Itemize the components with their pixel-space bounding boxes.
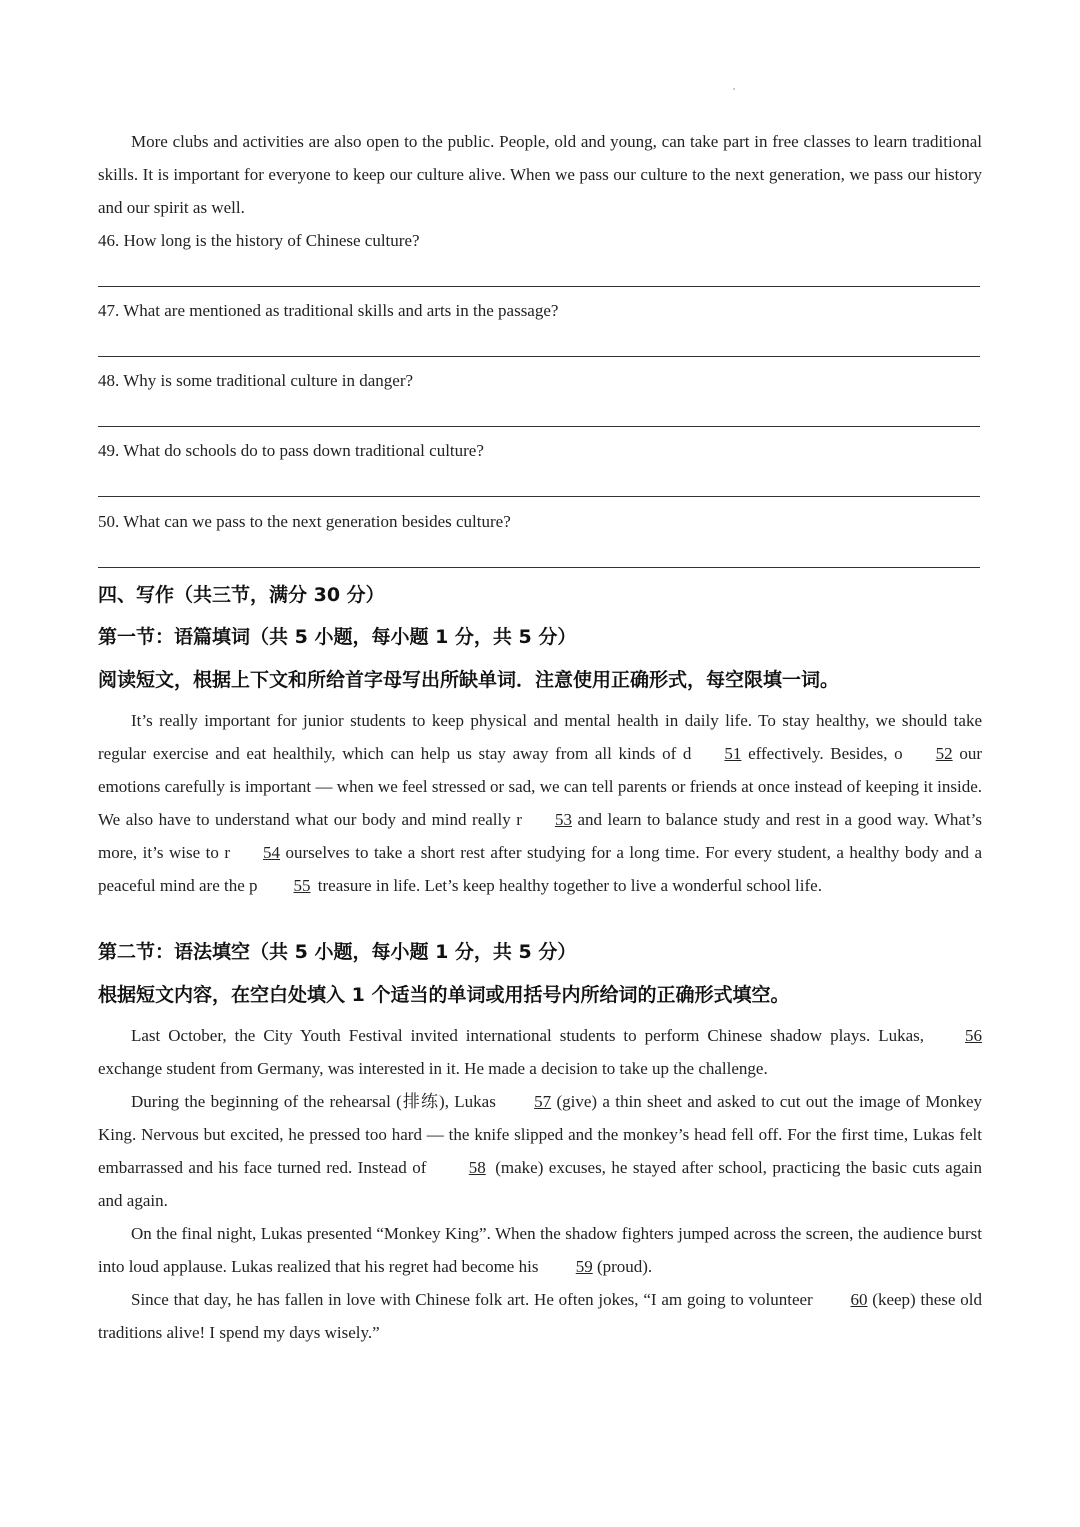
passage-text: treasure in life. Let’s keep healthy together to live a wonderful school life. [313,876,822,895]
blank-52[interactable]: 52 [935,744,953,763]
passage-text: and learn to balance study and rest in a good way. What’s more, it’s wise to r [98,810,982,862]
answer-line-47 [98,356,980,357]
part-2-paragraph-1 [98,1019,982,1085]
answer-line-50 [98,567,980,568]
answer-line-48 [98,426,980,427]
passage-text: Last October, the City Youth Festival invited international students to perform Chinese shadow plays. Lukas, [131,1026,932,1045]
question-50: 50. What can we pass to the next generation besides culture? [98,512,511,531]
intro-passage: More clubs and activities are also open to the public. People, old and young, can take part in free classes to learn traditional skills. It is important for everyone to keep our culture alive. When we pass our culture to the next generation, we pass our history and our spirit as well. [98,132,982,217]
blank-58[interactable]: 58 [468,1158,486,1177]
blank-51[interactable]: 51 [724,744,742,763]
part-2-title: 第二节：语法填空（共 5 小题，每小题 1 分，共 5 分） [98,941,577,963]
passage-text: our emotions carefully is important — when we feel stressed or sad, we can tell parents or friends at once instead of keeping it inside. We also have to understand what our body and mind really r [98,744,982,829]
blank-56[interactable]: 56 [965,1026,982,1045]
question-49: 49. What do schools do to pass down traditional culture? [98,441,484,460]
question-46: 46. How long is the history of Chinese culture? [98,231,420,250]
passage-text: ourselves to take a short rest after studying for a long time. For every student, a healthy body and a peaceful mind are the p [98,843,982,895]
part-1-instruction: 阅读短文，根据上下文和所给首字母写出所缺单词．注意使用正确形式，每空限填一词。 [98,669,840,691]
answer-line-49 [98,496,980,497]
blank-57[interactable]: 57 [534,1092,552,1111]
passage-text: During the beginning of the rehearsal (排练), Lukas [131,1092,502,1111]
passage-text: (make) excuses, he stayed after school, practicing the basic cuts again and again. [98,1158,982,1210]
answer-line-46 [98,286,980,287]
passage-text: On the final night, Lukas presented “Monkey King”. When the shadow fighters jumped across the screen, the audience burst into loud applause. Lukas realized that his regret had become his [98,1224,982,1276]
part-1-title: 第一节：语篇填词（共 5 小题，每小题 1 分，共 5 分） [98,626,577,648]
part-2-instruction: 根据短文内容，在空白处填入 1 个适当的单词或用括号内所给词的正确形式填空。 [98,984,790,1006]
blank-55[interactable]: 55 [293,876,311,895]
passage-text: (keep) these old traditions alive! I spend my days wisely.” [98,1290,982,1342]
part-2-paragraph-3 [98,1217,982,1283]
blank-53[interactable]: 53 [554,810,572,829]
part-2-paragraph-2 [98,1085,982,1217]
part-2-paragraph-4 [98,1283,982,1349]
blank-60[interactable]: 60 [850,1290,868,1309]
passage-text: effectively. Besides, o [741,744,903,763]
part-1-passage [98,704,982,902]
passage-text: It’s really important for junior students to keep physical and mental health in daily life. To stay healthy, we should take regular exercise and eat healthily, which can help us stay away from all kinds of d [98,711,982,763]
passage-text: (give) a thin sheet and asked to cut out the image of Monkey King. Nervous but excited, he pressed too hard — the knife slipped and the monkey’s head fell off. For the first time, Lukas felt embarrassed and his face turned red. Instead of [98,1092,983,1177]
question-48: 48. Why is some traditional culture in danger? [98,371,414,390]
intro-passage-block [98,125,982,224]
part-2-passage-block [98,1019,982,1349]
passage-text: (proud). [592,1257,653,1276]
blank-59[interactable]: 59 [575,1257,593,1276]
blank-54[interactable]: 54 [263,843,281,862]
passage-text: exchange student from Germany, was interested in it. He made a decision to take up the challenge. [98,1059,768,1078]
question-47: 47. What are mentioned as traditional skills and arts in the passage? [98,301,559,320]
scan-speck [733,88,735,90]
passage-text: Since that day, he has fallen in love with Chinese folk art. He often jokes, “I am going to volunteer [131,1290,818,1309]
part-1-passage-block [98,704,982,902]
section-4-title: 四、写作（共三节，满分 30 分） [98,584,385,606]
